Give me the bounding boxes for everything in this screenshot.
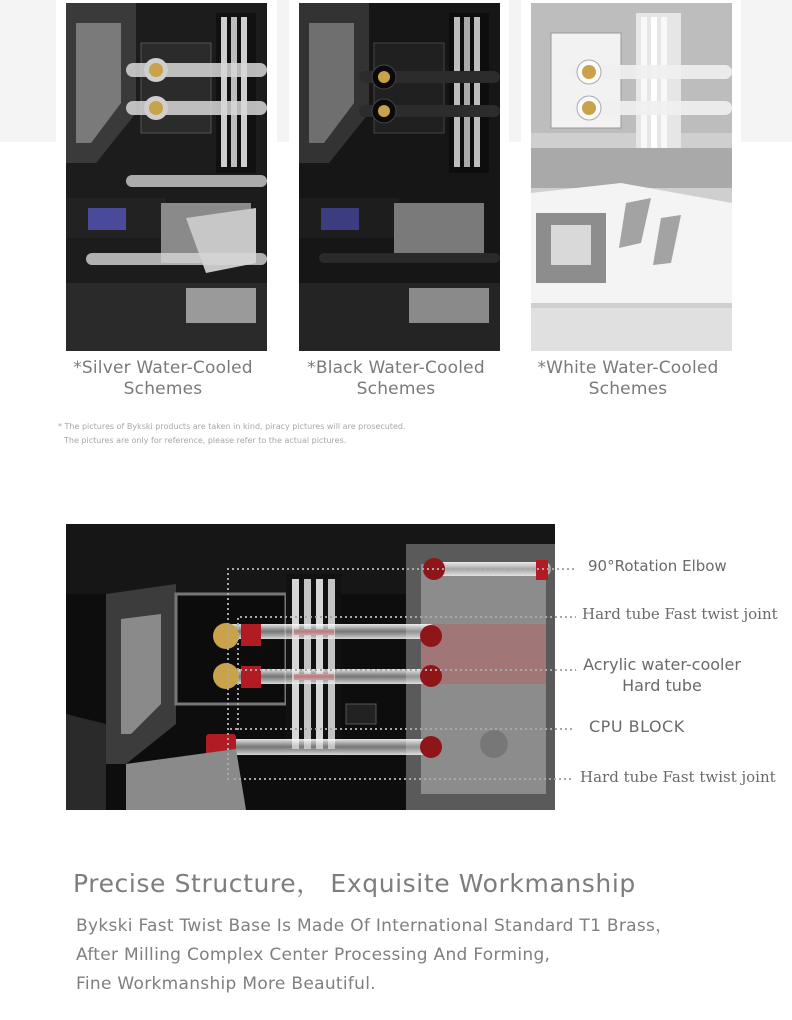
callout-fast-twist-joint-bottom: Hard tube Fast twist joint bbox=[580, 768, 776, 786]
silver-scheme-photo bbox=[66, 3, 267, 351]
callout-acrylic-hard-tube: Acrylic water-cooler Hard tube bbox=[583, 655, 741, 695]
feature-heading: Precise Structure， Exquisite Workmanship bbox=[73, 869, 636, 898]
background-band bbox=[741, 0, 792, 142]
callout-rotation-elbow: 90°Rotation Elbow bbox=[588, 557, 727, 575]
callout-fast-twist-joint-top: Hard tube Fast twist joint bbox=[582, 605, 778, 623]
feature-description-line: Fine Workmanship More Beautiful. bbox=[76, 974, 376, 994]
background-band bbox=[0, 0, 56, 142]
white-scheme-caption: *White Water-Cooled Schemes bbox=[537, 358, 719, 399]
feature-description bbox=[76, 912, 673, 999]
cooling-loop-detail-photo bbox=[66, 524, 555, 810]
black-scheme-caption: *Black Water-Cooled Schemes bbox=[307, 358, 485, 399]
feature-description-line: After Milling Complex Center Processing And Forming, bbox=[76, 945, 551, 965]
callout-cpu-block: CPU BLOCK bbox=[589, 717, 685, 736]
background-band bbox=[277, 0, 289, 142]
black-scheme-photo bbox=[299, 3, 500, 351]
silver-scheme-caption: *Silver Water-Cooled Schemes bbox=[73, 358, 253, 399]
feature-description-line: Bykski Fast Twist Base Is Made Of International Standard T1 Brass， bbox=[76, 916, 673, 936]
disclaimer-line: The pictures are only for reference, please refer to the actual pictures. bbox=[64, 436, 347, 445]
disclaimer bbox=[58, 420, 405, 448]
disclaimer-line: * The pictures of Bykski products are taken in kind, piracy pictures will are prosecuted. bbox=[58, 422, 406, 431]
white-scheme-photo bbox=[531, 3, 732, 351]
background-band bbox=[509, 0, 521, 142]
